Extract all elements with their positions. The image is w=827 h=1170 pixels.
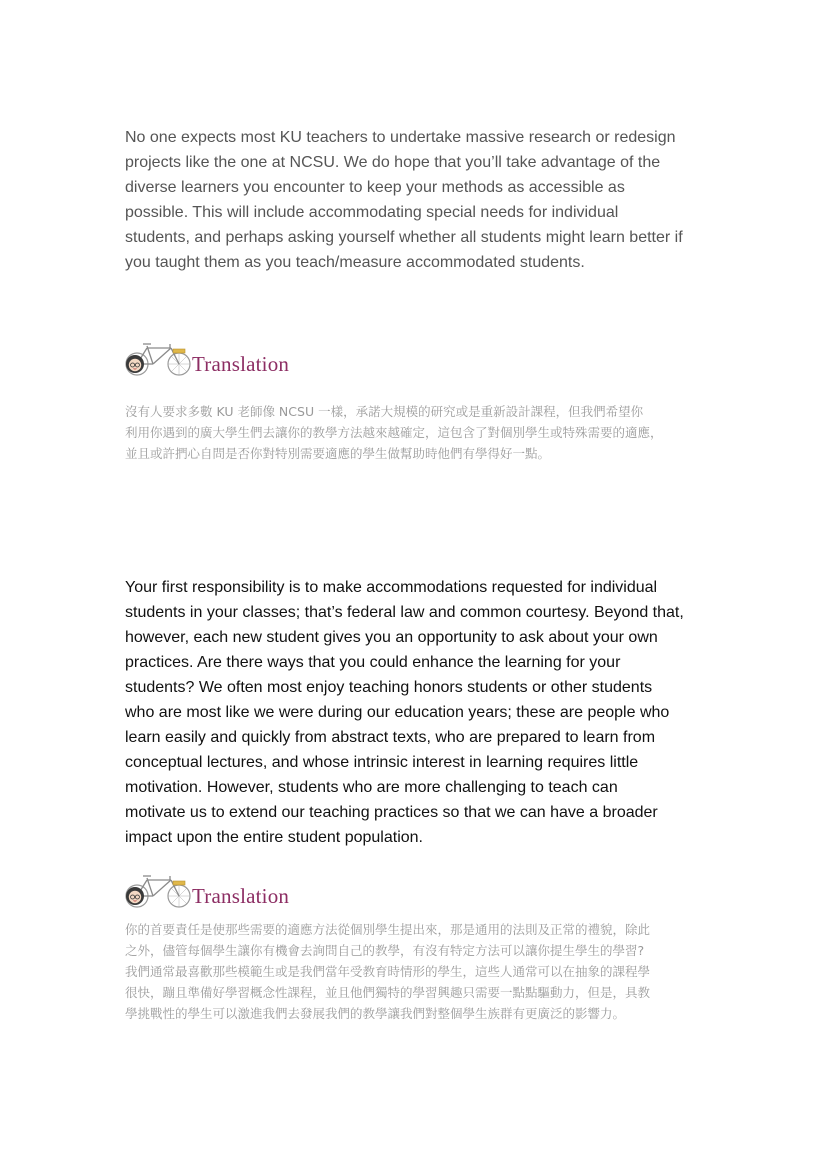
text-line: learn easily and quickly from abstract texts, who are prepared to learn from [125, 729, 656, 746]
text-line: however, each new student gives you an opportunity to ask about your own [125, 629, 658, 646]
bicycle-icon [123, 866, 193, 914]
avatar-girl-icon [126, 887, 144, 905]
chinese-paragraph-2 [125, 919, 725, 1024]
text-line: projects like the one at NCSU. We do hope that you’ll take advantage of the [125, 154, 661, 171]
text-line: 很快，蹦且準備好學習概念性課程，並且他們獨特的學習興趣只需要一點點驅動力，但是，具教 [125, 985, 651, 1000]
text-line: 我們通常最喜歡那些模範生或是我們當年受教育時情形的學生，這些人通常可以在抽象的課程學 [125, 964, 651, 979]
english-paragraph-1 [125, 125, 725, 275]
text-line: 學挑戰性的學生可以激進我們去發展我們的教學讓我們對整個學生族群有更廣泛的影響力。 [125, 1006, 626, 1021]
text-line: 你的首要責任是使那些需要的適應方法從個別學生提出來，那是通用的法則及正常的禮貌，除此 [125, 922, 651, 937]
text-line: conceptual lectures, and whose intrinsic interest in learning requires little [125, 754, 639, 771]
translation-badge-2 [123, 866, 295, 914]
text-line: Your first responsibility is to make accommodations requested for individual [125, 579, 658, 596]
text-line: 之外，儘管每個學生讓你有機會去詢問自己的教學，有沒有特定方法可以讓你提生學生的學習? [125, 943, 645, 958]
text-line: practices. Are there ways that you could enhance the learning for your [125, 654, 621, 671]
text-line: motivation. However, students who are more challenging to teach can [125, 779, 618, 796]
text-line: 利用你遇到的廣大學生們去讓你的教學方法越來越確定，這包含了對個別學生或特殊需要的適應， [125, 425, 663, 440]
chinese-paragraph-1 [125, 401, 725, 464]
text-line: 並且或許捫心自問是否你對特別需要適應的學生做幫助時他們有學得好一點。 [125, 446, 551, 461]
text-line: you taught them as you teach/measure accommodated students. [125, 254, 585, 271]
translation-label: Translation [192, 884, 290, 908]
text-line: students in your classes; that’s federal law and common courtesy. Beyond that, [125, 604, 684, 621]
text-line: possible. This will include accommodating special needs for individual [125, 204, 619, 221]
english-paragraph-2 [125, 575, 725, 850]
translation-label: Translation [192, 352, 290, 376]
text-line: students, and perhaps asking yourself whether all students might learn better if [125, 229, 683, 246]
text-line: students? We often most enjoy teaching honors students or other students [125, 679, 653, 696]
text-line: diverse learners you encounter to keep your methods as accessible as [125, 179, 625, 196]
text-line: No one expects most KU teachers to undertake massive research or redesign [125, 129, 676, 146]
text-line: impact upon the entire student population. [125, 829, 423, 846]
bicycle-icon [123, 334, 193, 382]
text-line: who are most like we were during our education years; these are people who [125, 704, 670, 721]
text-line: 沒有人要求多數 KU 老師像 NCSU 一樣，承諾大規模的研究或是重新設計課程，但我們希望你 [125, 404, 644, 419]
text-line: motivate us to extend our teaching practices so that we can have a broader [125, 804, 658, 821]
translation-badge-1 [123, 334, 295, 382]
avatar-girl-icon [126, 355, 144, 373]
